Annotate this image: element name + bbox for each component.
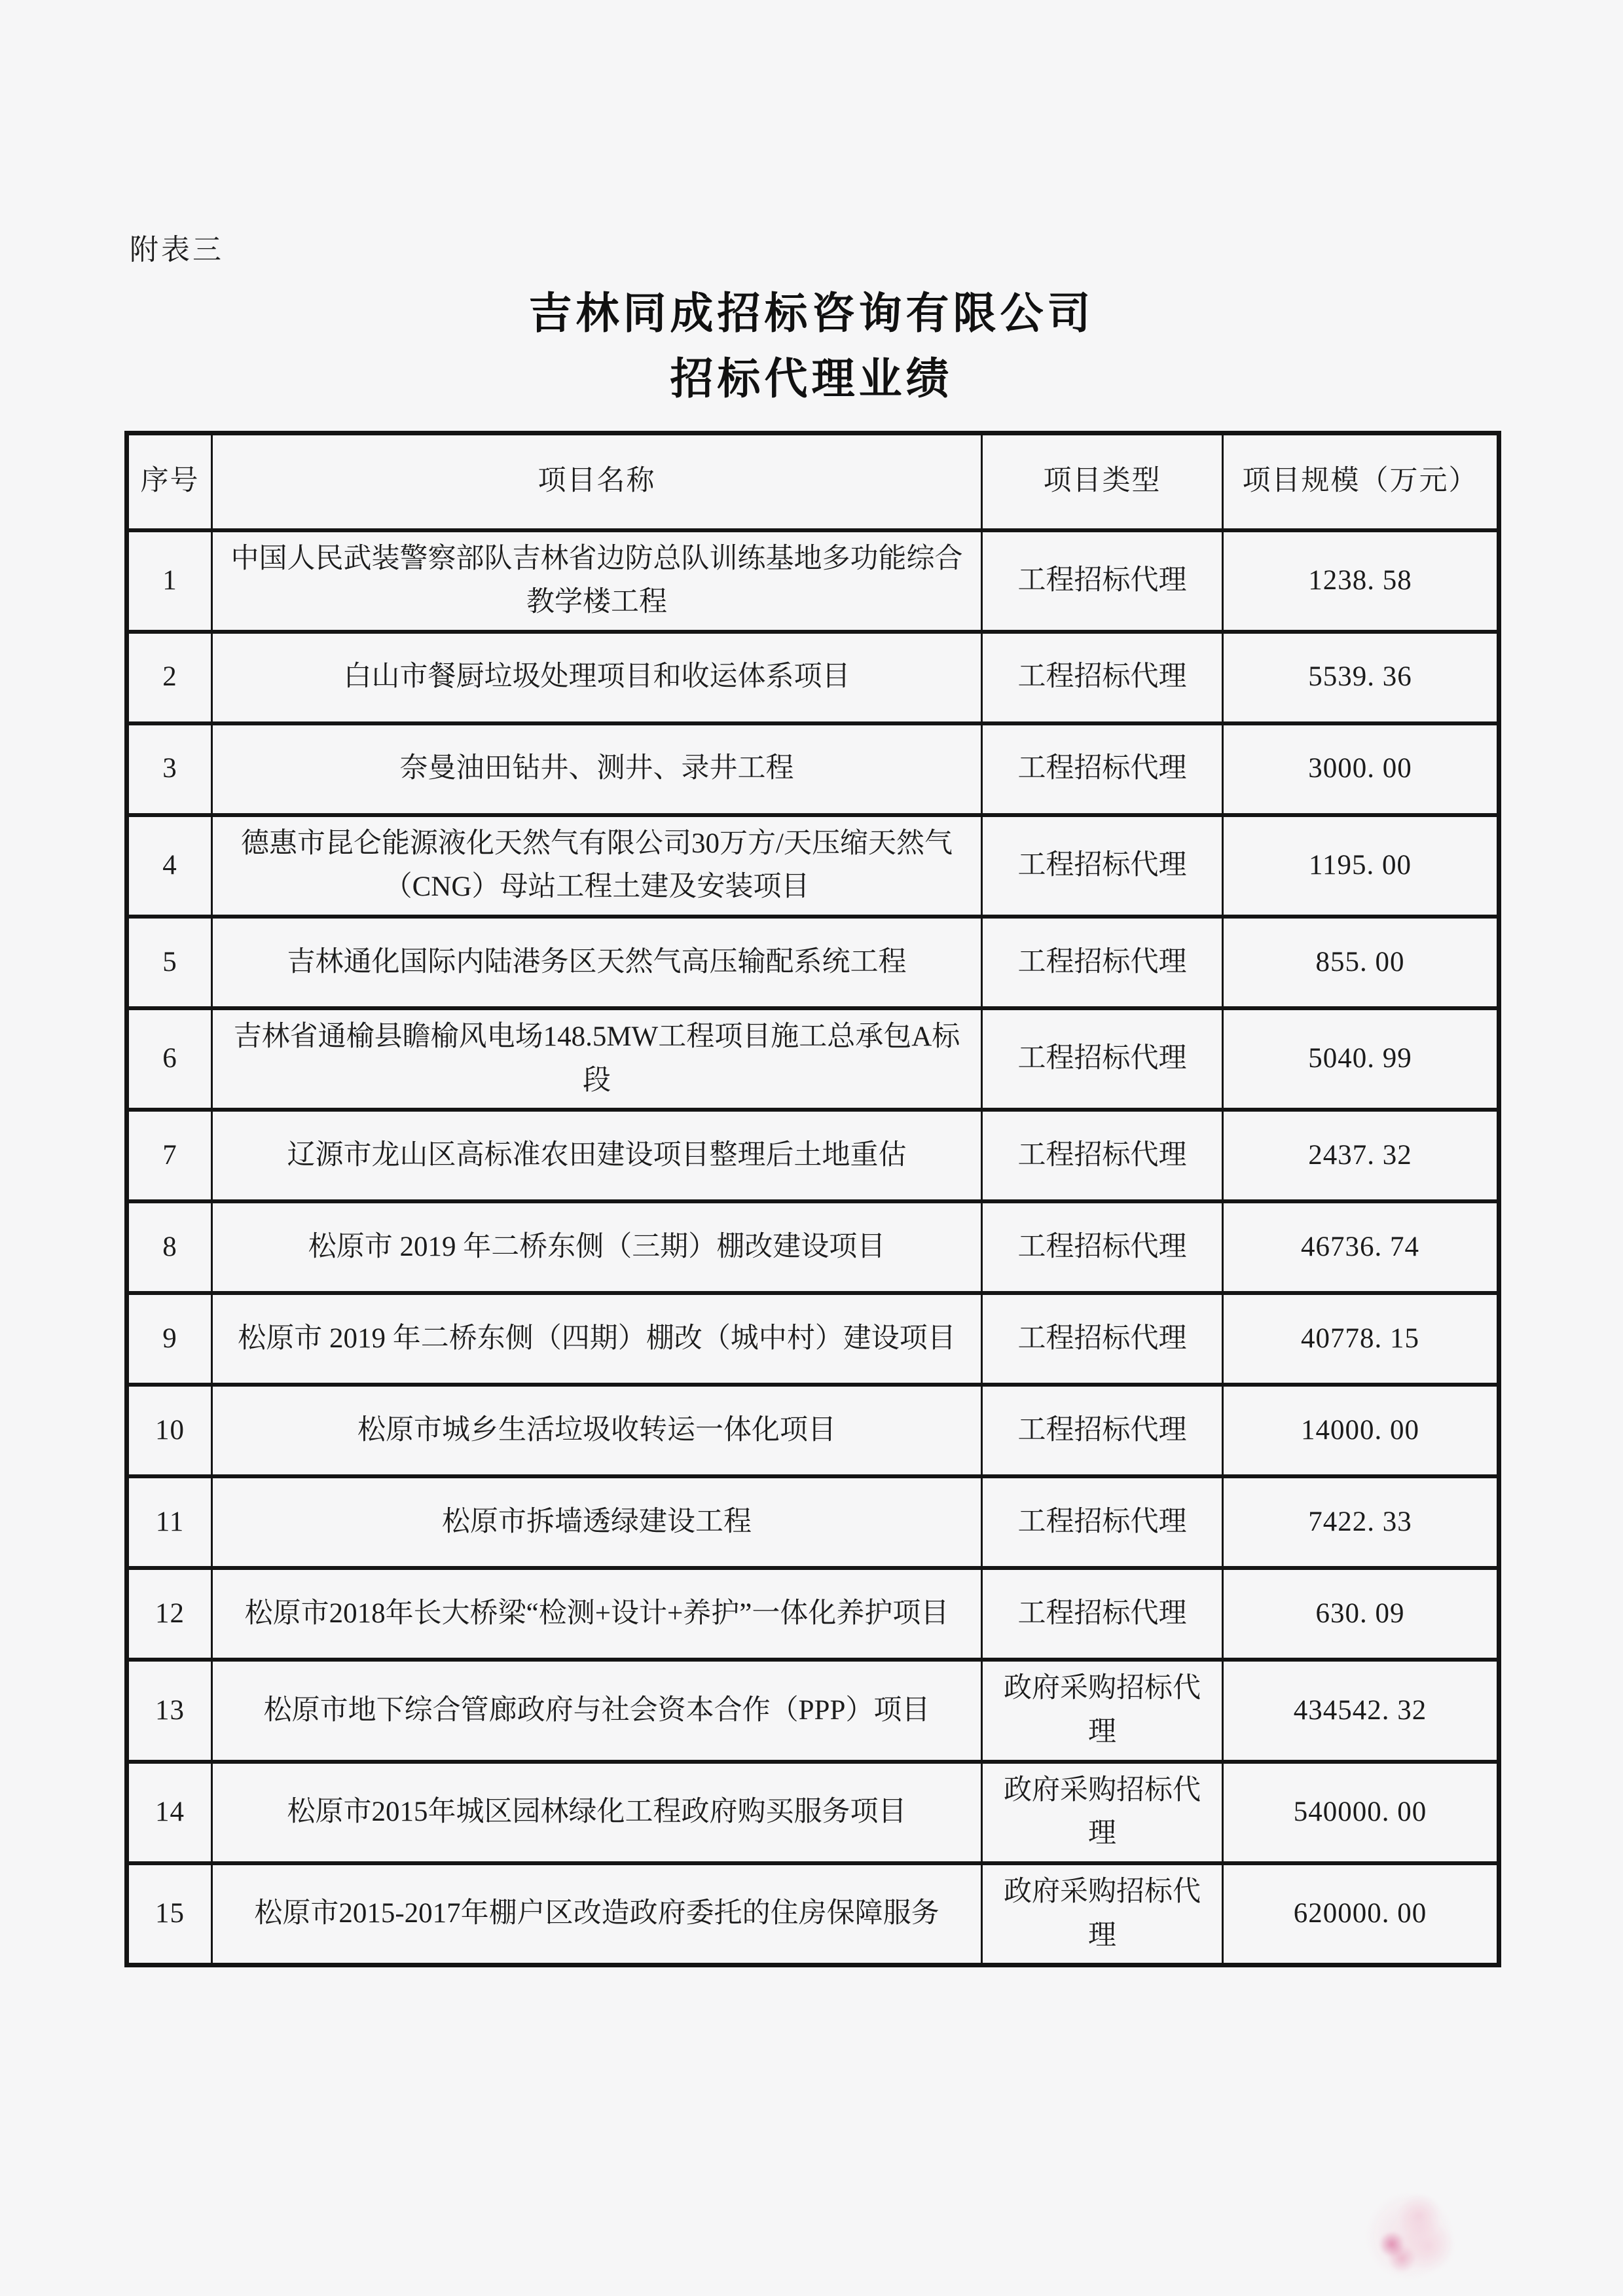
page-title: [0, 280, 1623, 412]
project-scale-cell: 434542. 32: [1223, 1660, 1499, 1761]
serial-number-cell: 4: [127, 815, 212, 917]
table-row: [127, 917, 1499, 1008]
table-row: [127, 1008, 1499, 1110]
project-name-cell: 松原市2015年城区园林绿化工程政府购买服务项目: [212, 1762, 982, 1863]
serial-number-cell: 6: [127, 1008, 212, 1110]
project-name-cell: 松原市2015-2017年棚户区改造政府委托的住房保障服务: [212, 1863, 982, 1965]
page-title-line1: 吉林同成招标咨询有限公司: [528, 289, 1095, 337]
serial-number-cell: 7: [127, 1110, 212, 1201]
serial-number-cell: 1: [127, 530, 212, 632]
project-scale-cell: 630. 09: [1223, 1568, 1499, 1660]
table-row: [127, 1385, 1499, 1476]
project-name-cell: 松原市地下综合管廊政府与社会资本合作（PPP）项目: [212, 1660, 982, 1761]
project-type-cell: 工程招标代理: [982, 1568, 1223, 1660]
project-type-cell: 政府采购招标代理: [982, 1660, 1223, 1761]
table-header-row: [127, 433, 1499, 530]
header-project-name: 项目名称: [212, 433, 982, 530]
page-title-line2: 招标代理业绩: [670, 354, 953, 403]
header-project-scale: 项目规模（万元）: [1223, 433, 1499, 530]
project-name-cell: 松原市城乡生活垃圾收转运一体化项目: [212, 1385, 982, 1476]
table-row: [127, 723, 1499, 815]
project-scale-cell: 1238. 58: [1223, 530, 1499, 632]
project-name-cell: 松原市 2019 年二桥东侧（四期）棚改（城中村）建设项目: [212, 1293, 982, 1385]
serial-number-cell: 9: [127, 1293, 212, 1385]
table-row: [127, 1568, 1499, 1660]
serial-number-cell: 14: [127, 1762, 212, 1863]
project-name-cell: 松原市2018年长大桥梁“检测+设计+养护”一体化养护项目: [212, 1568, 982, 1660]
project-type-cell: 工程招标代理: [982, 1110, 1223, 1201]
annex-label: 附表三: [130, 234, 224, 266]
project-type-cell: 工程招标代理: [982, 1201, 1223, 1293]
project-type-cell: 工程招标代理: [982, 723, 1223, 815]
project-name-cell: 吉林通化国际内陆港务区天然气高压输配系统工程: [212, 917, 982, 1008]
table-row: [127, 632, 1499, 723]
project-scale-cell: 620000. 00: [1223, 1863, 1499, 1965]
project-scale-cell: 540000. 00: [1223, 1762, 1499, 1863]
serial-number-cell: 11: [127, 1476, 212, 1568]
table-row: [127, 1110, 1499, 1201]
project-scale-cell: 3000. 00: [1223, 723, 1499, 815]
project-name-cell: 辽源市龙山区高标准农田建设项目整理后土地重估: [212, 1110, 982, 1201]
serial-number-cell: 12: [127, 1568, 212, 1660]
table-row: [127, 1863, 1499, 1965]
table-row: [127, 1293, 1499, 1385]
project-type-cell: 工程招标代理: [982, 917, 1223, 1008]
project-type-cell: 工程招标代理: [982, 1385, 1223, 1476]
project-scale-cell: 14000. 00: [1223, 1385, 1499, 1476]
project-type-cell: 工程招标代理: [982, 1008, 1223, 1110]
project-scale-cell: 2437. 32: [1223, 1110, 1499, 1201]
serial-number-cell: 2: [127, 632, 212, 723]
project-type-cell: 政府采购招标代理: [982, 1762, 1223, 1863]
project-name-cell: 松原市 2019 年二桥东侧（三期）棚改建设项目: [212, 1201, 982, 1293]
project-scale-cell: 1195. 00: [1223, 815, 1499, 917]
project-type-cell: 工程招标代理: [982, 632, 1223, 723]
table-row: [127, 1201, 1499, 1293]
project-scale-cell: 46736. 74: [1223, 1201, 1499, 1293]
serial-number-cell: 15: [127, 1863, 212, 1965]
table-row: [127, 530, 1499, 632]
table-row: [127, 1476, 1499, 1568]
project-name-cell: 中国人民武装警察部队吉林省边防总队训练基地多功能综合教学楼工程: [212, 530, 982, 632]
serial-number-cell: 13: [127, 1660, 212, 1761]
project-type-cell: 工程招标代理: [982, 1476, 1223, 1568]
project-name-cell: 松原市拆墙透绿建设工程: [212, 1476, 982, 1568]
serial-number-cell: 3: [127, 723, 212, 815]
project-scale-cell: 7422. 33: [1223, 1476, 1499, 1568]
project-type-cell: 政府采购招标代理: [982, 1863, 1223, 1965]
header-project-type: 项目类型: [982, 433, 1223, 530]
table-row: [127, 1660, 1499, 1761]
table-row: [127, 815, 1499, 917]
project-name-cell: 吉林省通榆县瞻榆风电场148.5MW工程项目施工总承包A标段: [212, 1008, 982, 1110]
project-scale-cell: 5539. 36: [1223, 632, 1499, 723]
project-scale-cell: 855. 00: [1223, 917, 1499, 1008]
project-scale-cell: 5040. 99: [1223, 1008, 1499, 1110]
project-name-cell: 奈曼油田钻井、测井、录井工程: [212, 723, 982, 815]
project-type-cell: 工程招标代理: [982, 530, 1223, 632]
project-name-cell: 德惠市昆仑能源液化天然气有限公司30万方/天压缩天然气（CNG）母站工程土建及安装项目: [212, 815, 982, 917]
stamp-smudge: [1360, 2185, 1459, 2287]
project-scale-cell: 40778. 15: [1223, 1293, 1499, 1385]
performance-table: [124, 431, 1501, 1967]
serial-number-cell: 8: [127, 1201, 212, 1293]
project-type-cell: 工程招标代理: [982, 1293, 1223, 1385]
project-name-cell: 白山市餐厨垃圾处理项目和收运体系项目: [212, 632, 982, 723]
header-serial-number: 序号: [127, 433, 212, 530]
serial-number-cell: 10: [127, 1385, 212, 1476]
project-type-cell: 工程招标代理: [982, 815, 1223, 917]
table-row: [127, 1762, 1499, 1863]
serial-number-cell: 5: [127, 917, 212, 1008]
